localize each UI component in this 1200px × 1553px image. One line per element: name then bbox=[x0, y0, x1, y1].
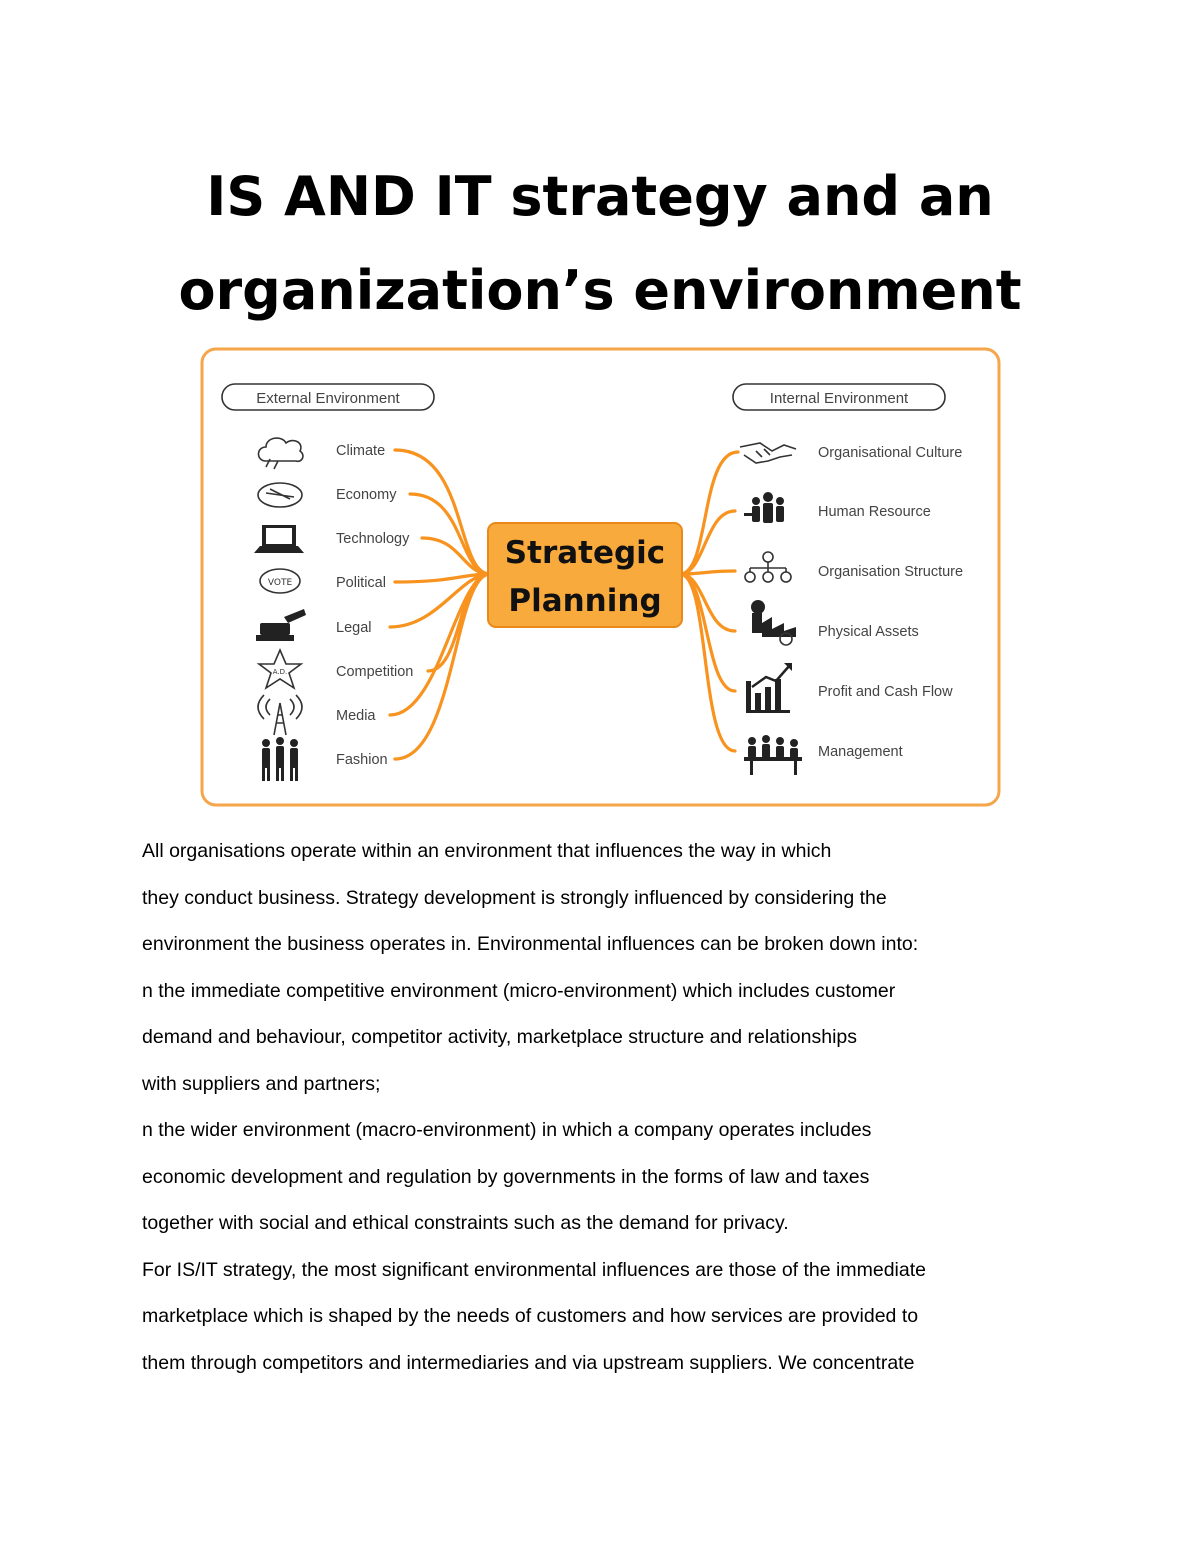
label-fashion: Fashion bbox=[336, 752, 388, 768]
strategic-planning-diagram bbox=[200, 347, 1001, 807]
svg-text:A.D.: A.D. bbox=[272, 668, 288, 676]
label-media: Media bbox=[336, 708, 376, 724]
internal-environment-label: Internal Environment bbox=[769, 390, 909, 407]
page-title bbox=[0, 150, 1200, 338]
label-profit-cash-flow: Profit and Cash Flow bbox=[818, 684, 953, 700]
center-line-2: Planning bbox=[508, 583, 662, 619]
label-organisational-culture: Organisational Culture bbox=[818, 445, 963, 461]
body-line: n the immediate competitive environment (micro-environment) which includes customer bbox=[142, 979, 896, 1002]
body-line: with suppliers and partners; bbox=[142, 1072, 381, 1095]
body-line: marketplace which is shaped by the needs of customers and how services are provided to bbox=[142, 1305, 919, 1327]
body-line: environment the business operates in. Environmental influences can be broken down into: bbox=[142, 933, 919, 955]
body-line: together with social and ethical constraints such as the demand for privacy. bbox=[142, 1212, 789, 1234]
label-competition: Competition bbox=[336, 664, 414, 680]
title-line-1: IS AND IT strategy and an bbox=[206, 165, 994, 228]
body-line: All organisations operate within an environment that influences the way in which bbox=[142, 840, 832, 862]
strategic-planning-box bbox=[488, 523, 682, 627]
label-legal: Legal bbox=[336, 620, 372, 636]
label-organisation-structure: Organisation Structure bbox=[818, 564, 964, 580]
internal-environment-header bbox=[733, 384, 945, 410]
body-line: For IS/IT strategy, the most significant environmental influences are those of the immediate bbox=[142, 1258, 926, 1281]
label-human-resource: Human Resource bbox=[818, 504, 931, 520]
body-line: they conduct business. Strategy development is strongly influenced by considering the bbox=[142, 886, 887, 909]
svg-text:VOTE: VOTE bbox=[267, 578, 293, 588]
external-environment-label: External Environment bbox=[256, 390, 400, 407]
label-climate: Climate bbox=[336, 443, 386, 459]
label-political: Political bbox=[336, 575, 386, 591]
label-economy: Economy bbox=[336, 487, 397, 503]
body-line: n the wider environment (macro-environment) in which a company operates includes bbox=[142, 1119, 872, 1141]
center-line-1: Strategic bbox=[504, 535, 666, 571]
body-text bbox=[142, 828, 1042, 1386]
body-line: economic development and regulation by governments in the forms of law and taxes bbox=[142, 1165, 870, 1188]
title-line-2: organization’s environment bbox=[178, 259, 1022, 322]
label-technology: Technology bbox=[336, 531, 410, 547]
label-physical-assets: Physical Assets bbox=[818, 624, 919, 640]
label-management: Management bbox=[818, 744, 903, 760]
body-line: demand and behaviour, competitor activity, marketplace structure and relationships bbox=[142, 1026, 858, 1048]
external-environment-header bbox=[222, 384, 434, 410]
body-line: them through competitors and intermediaries and via upstream suppliers. We concentrate bbox=[142, 1351, 915, 1374]
